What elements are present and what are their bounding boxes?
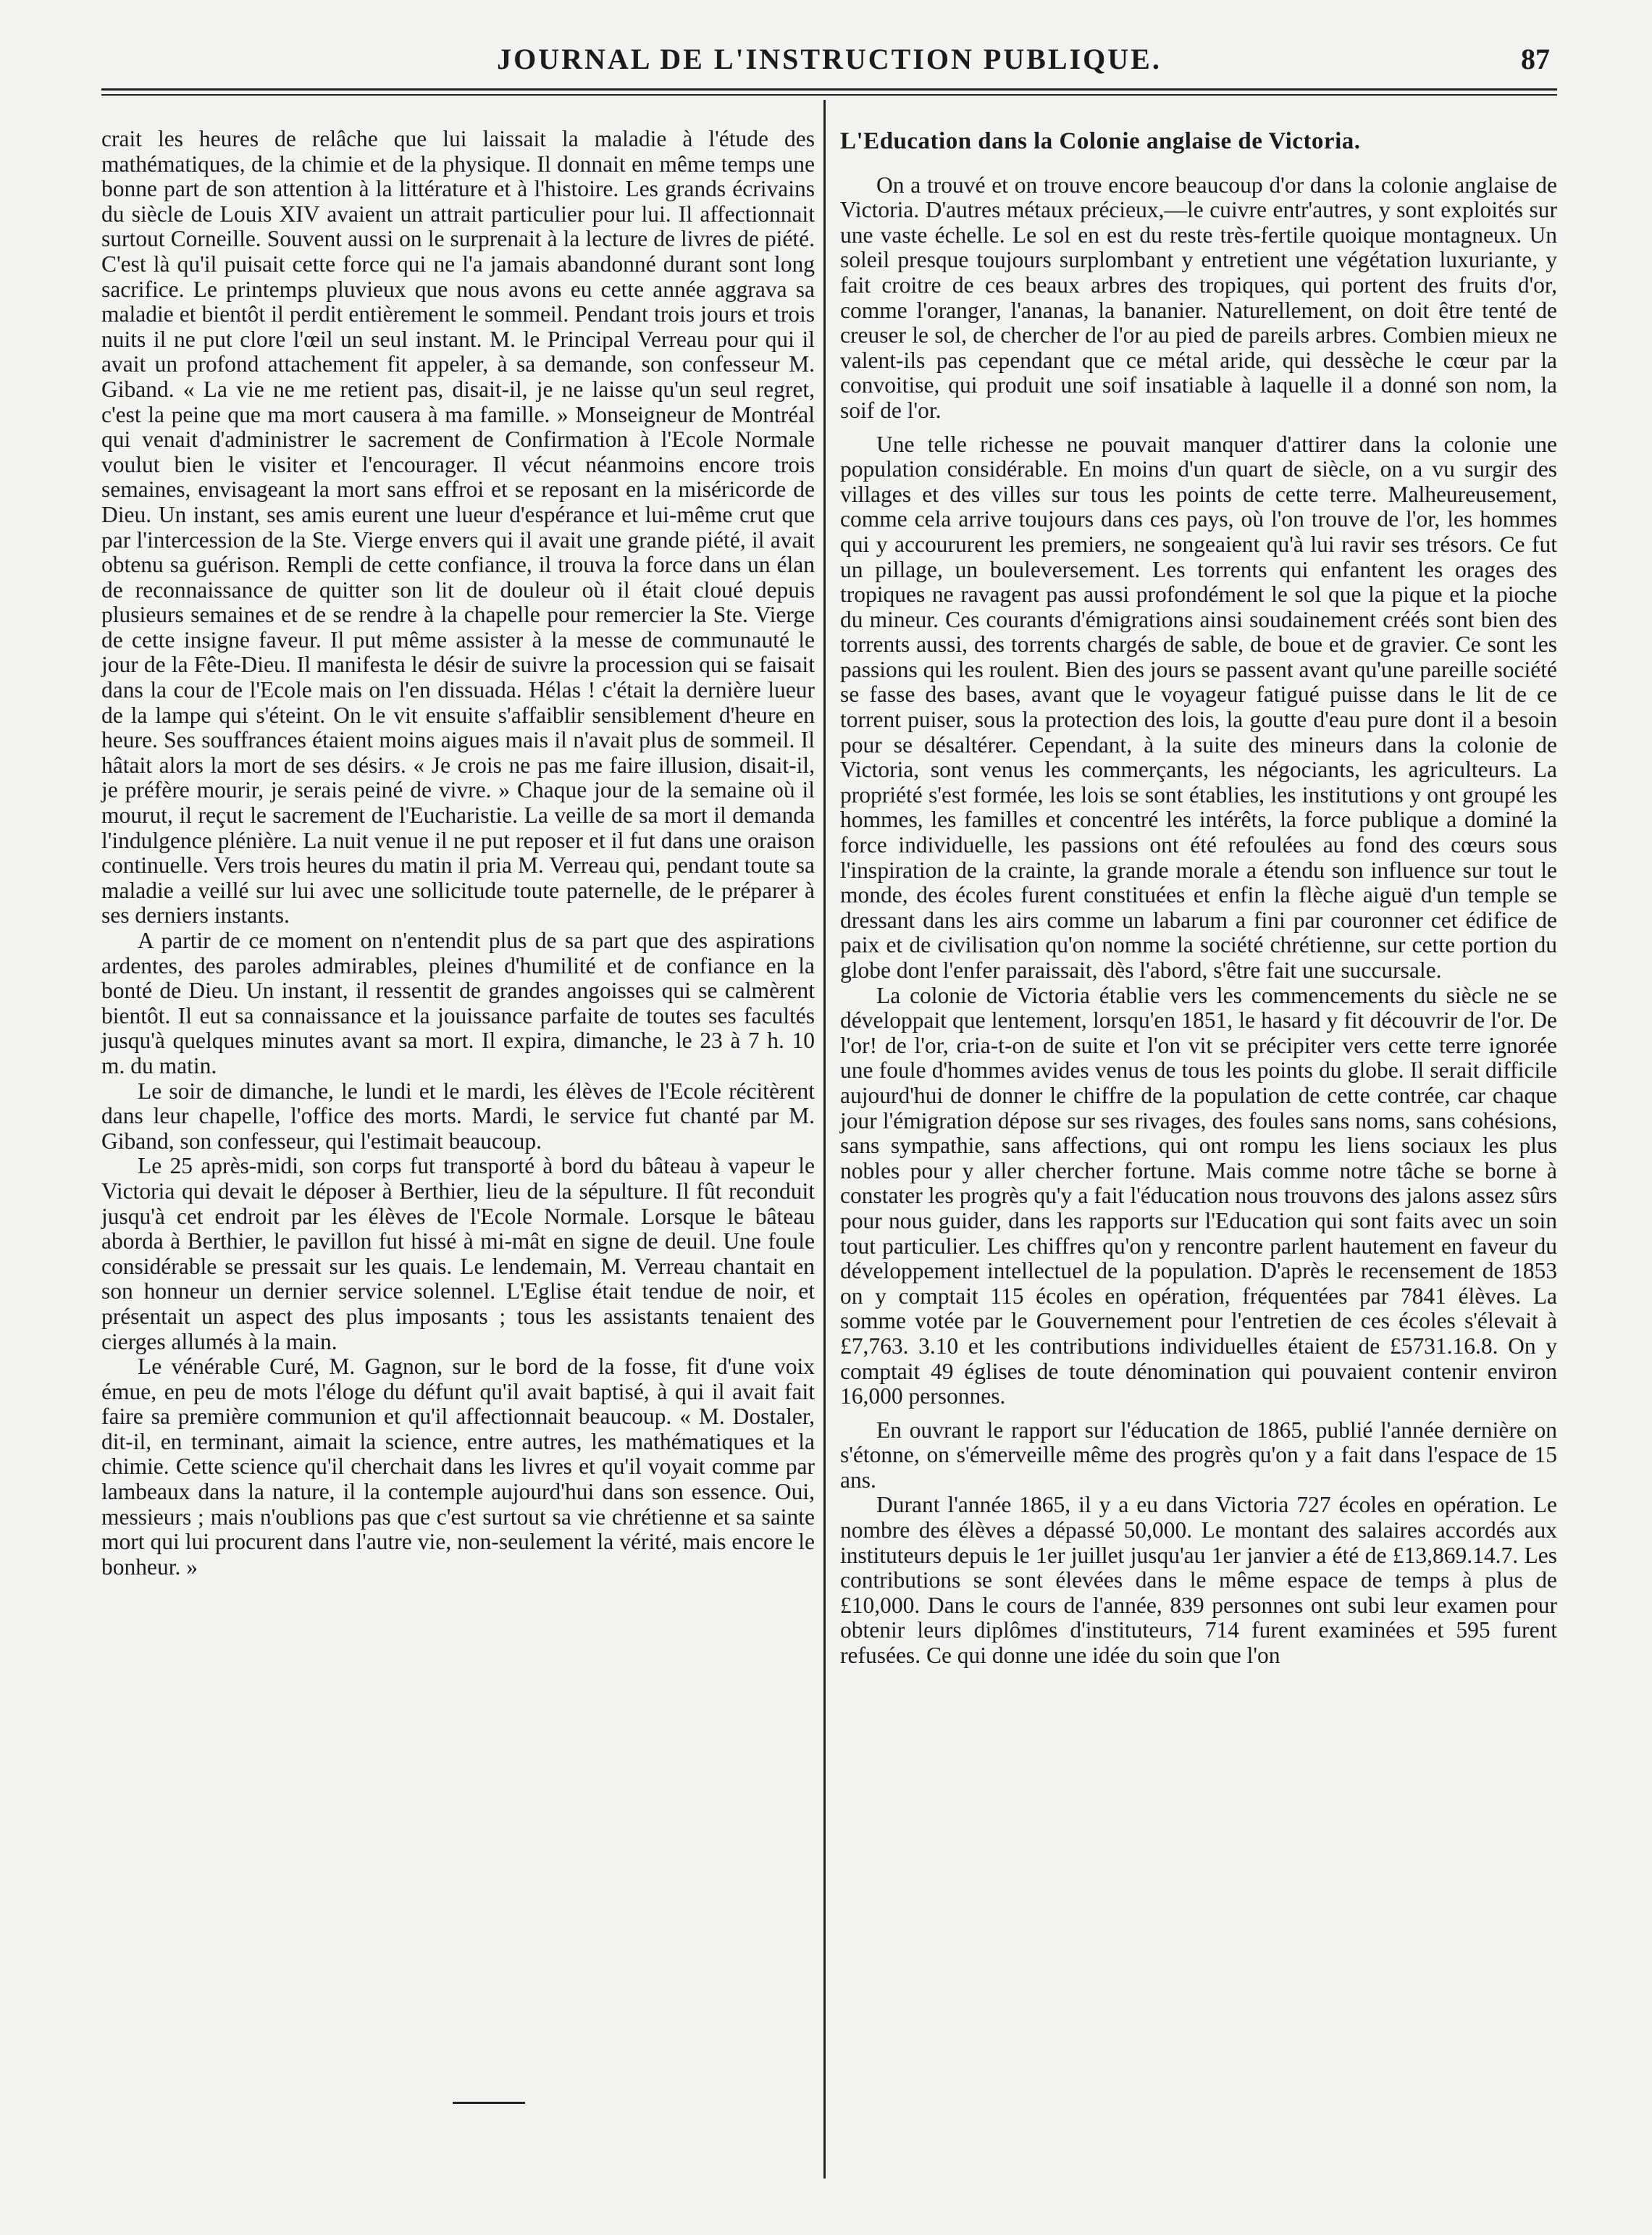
- article-end-rule: [453, 2102, 525, 2104]
- page-number: 87: [1521, 43, 1550, 75]
- right-column: [840, 129, 1557, 1669]
- right-paragraph: Une telle richesse ne pouvait manquer d'attirer dans la colonie une population considérable. En moins d'un quart de siècle, on a vu surgir des villages et des villes sur tous les points de cette terre. Malheureusement, comme cela arrive toujours dans ces pays, où l'on trouve de l'or, les hommes qui y accoururent les premiers, ne songeaient qu'à lui ravir ses trésors. Ce fut un pillage, un bouleversement. Les torrents qui enfantent les orages des tropiques ne ravagent pas aussi profondément le sol que la pique et la pioche du mineur. Ces courants d'émigrations ainsi soudainement créés sont bien des torrents aussi, des torrents chargés de sable, de boue et de gravier. Ce sont les passions qui les roulent. Bien des jours se passent avant qu'une pareille société se fasse des bases, avant que le voyageur fatigué puisse dans le lit de ce torrent puiser, sous la protection des lois, la goutte d'eau pure dont il a besoin pour se désaltérer. Cependant, à la suite des mineurs dans la colonie de Victoria, sont venus les commerçants, les négociants, les agriculteurs. La propriété s'est formée, les lois se sont établies, les institutions y ont groupé les hommes, les familles et concentré les intérêts, la force publique a dominé la force individuelle, les passions ont été refoulées au fond des cœurs sous l'inspiration de la crainte, la grande morale a étendu son influence sur tout le monde, des écoles furent constituées et enfin la flèche aiguë d'un temple se dressant dans les airs comme un labarum a fini par couronner cet édifice de paix et de civilisation qu'on nomme la société chrétienne, sur cette portion du globe dont l'enfer paraissait, dès l'abord, s'être fait une succursale.: [840, 431, 1557, 983]
- left-paragraph: A partir de ce moment on n'entendit plus de sa part que des aspirations ardentes, des paroles admirables, pleines d'humilité et de confiance en la bonté de Dieu. Un instant, il ressentit de grandes angoisses qui se calmèrent bientôt. Il eut sa connaissance et la jouissance parfaite de toutes ses facultés jusqu'à quelques minutes avant sa mort. Il expira, dimanche, le 23 à 7 h. 10 m. du matin.: [101, 928, 815, 1078]
- right-paragraph: Durant l'année 1865, il y a eu dans Victoria 727 écoles en opération. Le nombre des élèves a dépassé 50,000. Le montant des salaires accordés aux instituteurs depuis le 1er juillet jusqu'au 1er janvier a été de £13,869.14.7. Les contributions se sont élevées dans le même espace de temps à plus de £10,000. Dans le cours de l'année, 839 personnes ont subi leur examen pour obtenir leurs diplômes d'instituteurs, 714 furent examinées et 595 furent refusées. Ce qui donne une idée du soin que l'on: [840, 1492, 1557, 1669]
- journal-title: JOURNAL DE L'INSTRUCTION PUBLIQUE.: [497, 43, 1162, 75]
- left-column: [101, 127, 815, 1580]
- left-paragraph: crait les heures de relâche que lui laissait la maladie à l'étude des mathématiques, de la chimie et de la physique. Il donnait en même temps une bonne part de son attention à la littérature et à l'histoire. Les grands écrivains du siècle de Louis XIV avaient un attrait particulier pour lui. Il affectionnait surtout Corneille. Souvent aussi on le surprenait à la lecture de livres de piété. C'est là qu'il puisait cette force qui ne l'a jamais abandonné durant sont long sacrifice. Le printemps pluvieux que nous avons eu cette année aggrava sa maladie et bientôt il perdit entièrement le sommeil. Pendant trois jours et trois nuits il ne put clore l'œil un seul instant. M. le Principal Verreau pour qui il avait un profond attachement fit appeler, à sa demande, son confesseur M. Giband. « La vie ne me retient pas, disait-il, je ne laisse qu'un seul regret, c'est la peine que ma mort causera à ma famille. » Monseigneur de Montréal qui venait d'administrer le sacrement de Confirmation à l'Ecole Normale voulut bien le visiter et l'encourager. Il vécut néanmoins encore trois semaines, envisageant la mort sans effroi et se reposant en la miséricorde de Dieu. Un instant, ses amis eurent une lueur d'espérance et lui-même crut que par l'intercession de la Ste. Vierge envers qui il avait une grande piété, il avait obtenu sa guérison. Rempli de cette confiance, il trouva la force dans un élan de reconnaissance de quitter son lit de douleur où il était cloué depuis plusieurs semaines et de se rendre à la chapelle pour remercier la Ste. Vierge de cette insigne faveur. Il put même assister à la messe de communauté le jour de la Fête-Dieu. Il manifesta le désir de suivre la procession qui se faisait dans la cour de l'Ecole mais on l'en dissuada. Hélas ! c'était la dernière lueur de la lampe qui s'éteint. On le vit ensuite s'affaiblir sensiblement d'heure en heure. Ses souffrances étaient moins aigues mais il n'avait plus de sommeil. Il hâtait alors la mort de ses désirs. « Je crois ne pas me faire illusion, disait-il, je préfère mourir, je serais peiné de vivre. » Chaque jour de la semaine où il mourut, il reçut le sacrement de l'Eucharistie. La veille de sa mort il demanda l'indulgence plénière. La nuit venue il ne put reposer et il fut dans une oraison continuelle. Vers trois heures du matin il pria M. Verreau qui, pendant toute sa maladie a veillé sur lui avec une sollicitude toute paternelle, de le préparer à ses derniers instants.: [101, 126, 815, 928]
- right-paragraph: La colonie de Victoria établie vers les commencements du siècle ne se développait que lentement, lorsqu'en 1851, le hasard y fit découvrir de l'or. De l'or! de l'or, cria-t-on de suite et l'on vit se précipiter vers cette terre ignorée une foule d'hommes avides venus de tous les points du globe. Il serait difficile aujourd'hui de donner le chiffre de la population de cette contrée, car chaque jour l'émigration dépose sur ses rivages, des foules sans noms, sans cohésions, sans sympathie, sans affections, qui ont rompu les liens sociaux les plus nobles pour y aller chercher fortune. Mais comme notre tâche se borne à constater les progrès qu'y a fait l'éducation nous trouvons des jalons assez sûrs pour nous guider, dans les rapports sur l'Education qui sont faits avec un soin tout particulier. Les chiffres qu'on y rencontre parlent hautement en faveur du développement intellectuel de la population. D'après le recensement de 1853 on y comptait 115 écoles en opération, fréquentées par 7841 élèves. La somme votée par le Gouvernement pour l'entretien de ces écoles s'élevait à £7,763. 3.10 et les contributions individuelles étaient de £5731.16.8. On y comptait 49 églises de toute dénomination qui pouvaient contenir environ 16,000 personnes.: [840, 982, 1557, 1409]
- left-paragraph: Le vénérable Curé, M. Gagnon, sur le bord de la fosse, fit d'une voix émue, en peu de mots l'éloge du défunt qu'il avait baptisé, à qui il avait fait faire sa première communion et qu'il affectionnait beaucoup. « M. Dostaler, dit-il, en terminant, aimait la science, entre autres, les mathématiques et la chimie. Cette science qu'il cherchait dans les livres et qu'il voyait comme par lambeaux dans la nature, il la contemple aujourd'hui dans son essence. Oui, messieurs ; mais n'oublions pas que c'est surtout sa vie chrétienne et sa sainte mort qui lui procurent dans l'autre vie, non-seulement la vérité, mais encore le bonheur. »: [101, 1354, 815, 1580]
- column-divider: [823, 100, 826, 2179]
- right-paragraph: En ouvrant le rapport sur l'éducation de 1865, publié l'année dernière on s'étonne, on s'émerveille même des progrès qu'on y a fait dans l'espace de 15 ans.: [840, 1417, 1557, 1493]
- left-paragraph: Le 25 après-midi, son corps fut transporté à bord du bâteau à vapeur le Victoria qui devait le déposer à Berthier, lieu de la sépulture. Il fût reconduit jusqu'à cet endroit par les élèves de l'Ecole Normale. Lorsque le bâteau aborda à Berthier, le pavillon fut hissé à mi-mât en signe de deuil. Une foule considérable se pressait sur les quais. Le lendemain, M. Verreau chantait en son honneur un dernier service solennel. L'Eglise était tendue de noir, et présentait un aspect des plus imposants ; tous les assistants tenaient des cierges allumés à la main.: [101, 1153, 815, 1354]
- page-header: [101, 42, 1557, 93]
- right-paragraph: On a trouvé et on trouve encore beaucoup d'or dans la colonie anglaise de Victoria. D'autres métaux précieux,—le cuivre entr'autres, y sont exploités sur une vaste échelle. Le sol en est du reste très-fertile quoique montagneux. Un soleil presque toujours surplombant y entretient une végétation luxuriante, y fait croitre de ces beaux arbres des tropiques, qui portent des fruits d'or, comme l'oranger, l'ananas, la bananier. Naturellement, on doit être tenté de creuser le sol, de chercher de l'or au pied de pareils arbres. Combien mieux ne valent-ils pas cependant que ce métal aride, qui dessèche le cœur par la convoitise, qui produit une soif insatiable à laquelle il a donné son nom, la soif de l'or.: [840, 172, 1557, 423]
- header-rule-top: [101, 88, 1557, 91]
- left-paragraph: Le soir de dimanche, le lundi et le mardi, les élèves de l'Ecole récitèrent dans leur chapelle, l'office des morts. Mardi, le service fut chanté par M. Giband, son confesseur, qui l'estimait beaucoup.: [101, 1078, 815, 1154]
- header-rule-bottom: [101, 94, 1557, 96]
- article-title: L'Education dans la Colonie anglaise de Victoria.: [840, 128, 1361, 154]
